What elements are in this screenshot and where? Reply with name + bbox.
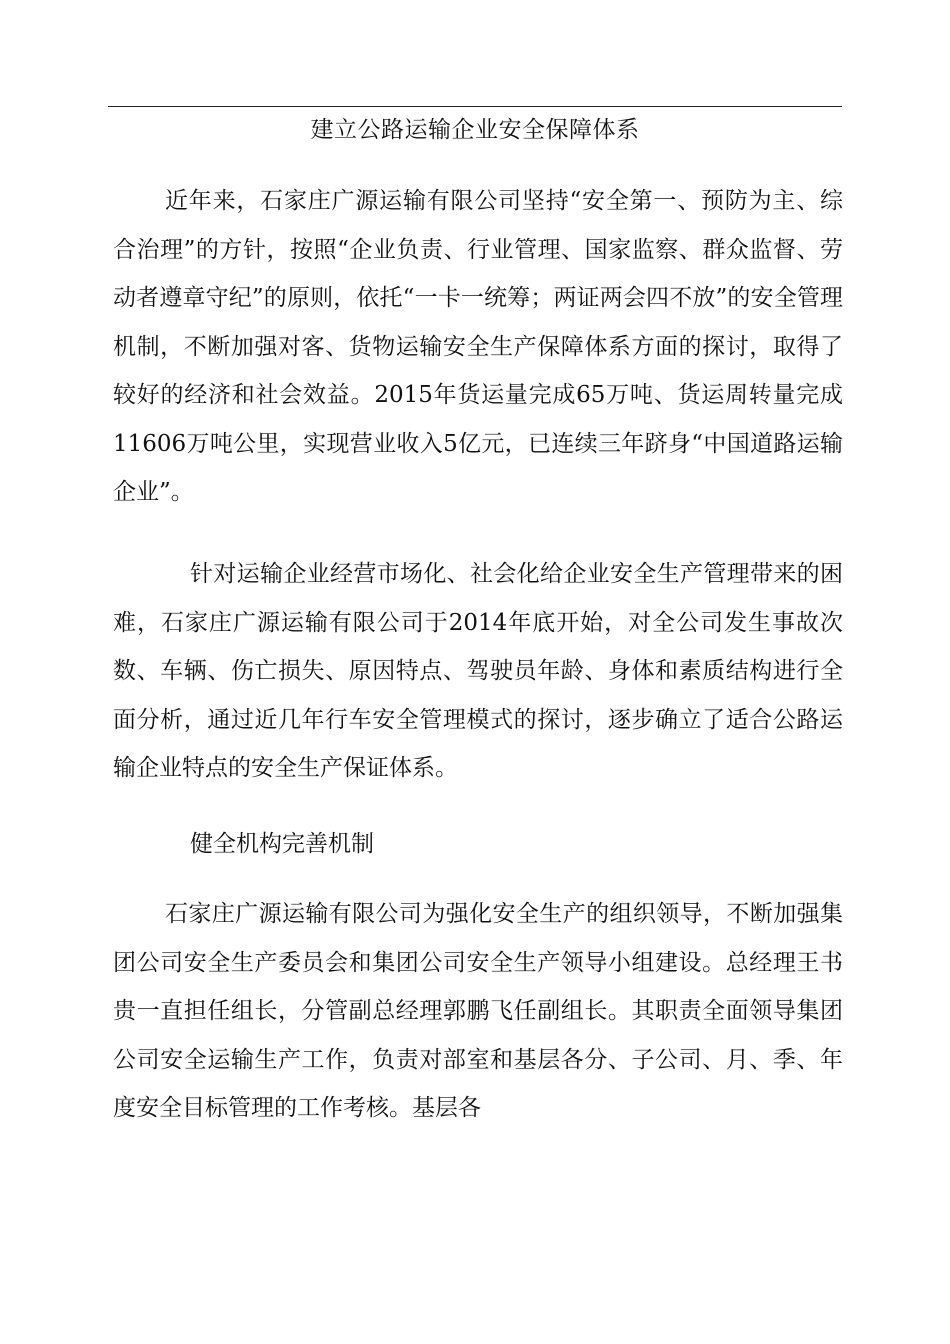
document-title: 建立公路运输企业安全保障体系: [310, 117, 640, 143]
paragraph-intro: 近年来，石家庄广源运输有限公司坚持“安全第一、预防为主、综合治理”的方针，按照“企业负责、行业管理、国家监察、群众监督、劳动者遵章守纪”的原则，依托“一卡一统筹；两证两会四不放”的安全管理机制，不断加强对客、货物运输安全生产保障体系方面的探讨，取得了较好的经济和社会效益。2015年货运量完成65万吨、货运周转量完成11606万吨公里，实现营业收入5亿元，已连续三年跻身“中国道路运输企业”。: [113, 188, 843, 505]
paragraph-organization: 石家庄广源运输有限公司为强化安全生产的组织领导，不断加强集团公司安全生产委员会和集团公司安全生产领导小组建设。总经理王书贵一直担任组长，分管副总经理郭鹏飞任副组长。其职责全面领导集团公司安全运输生产工作，负责对部室和基层各分、子公司、月、季、年度安全目标管理的工作考核。基层各: [113, 901, 843, 1121]
section-heading: 健全机构完善机制: [190, 831, 374, 857]
header-rule: [108, 106, 842, 107]
paragraph-analysis: 针对运输企业经营市场化、社会化给企业安全生产管理带来的困难，石家庄广源运输有限公司于2014年底开始，对全公司发生事故次数、车辆、伤亡损失、原因特点、驾驶员年龄、身体和素质结构进行全面分析，通过近几年行车安全管理模式的探讨，逐步确立了适合公路运输企业特点的安全生产保证体系。: [113, 561, 843, 781]
